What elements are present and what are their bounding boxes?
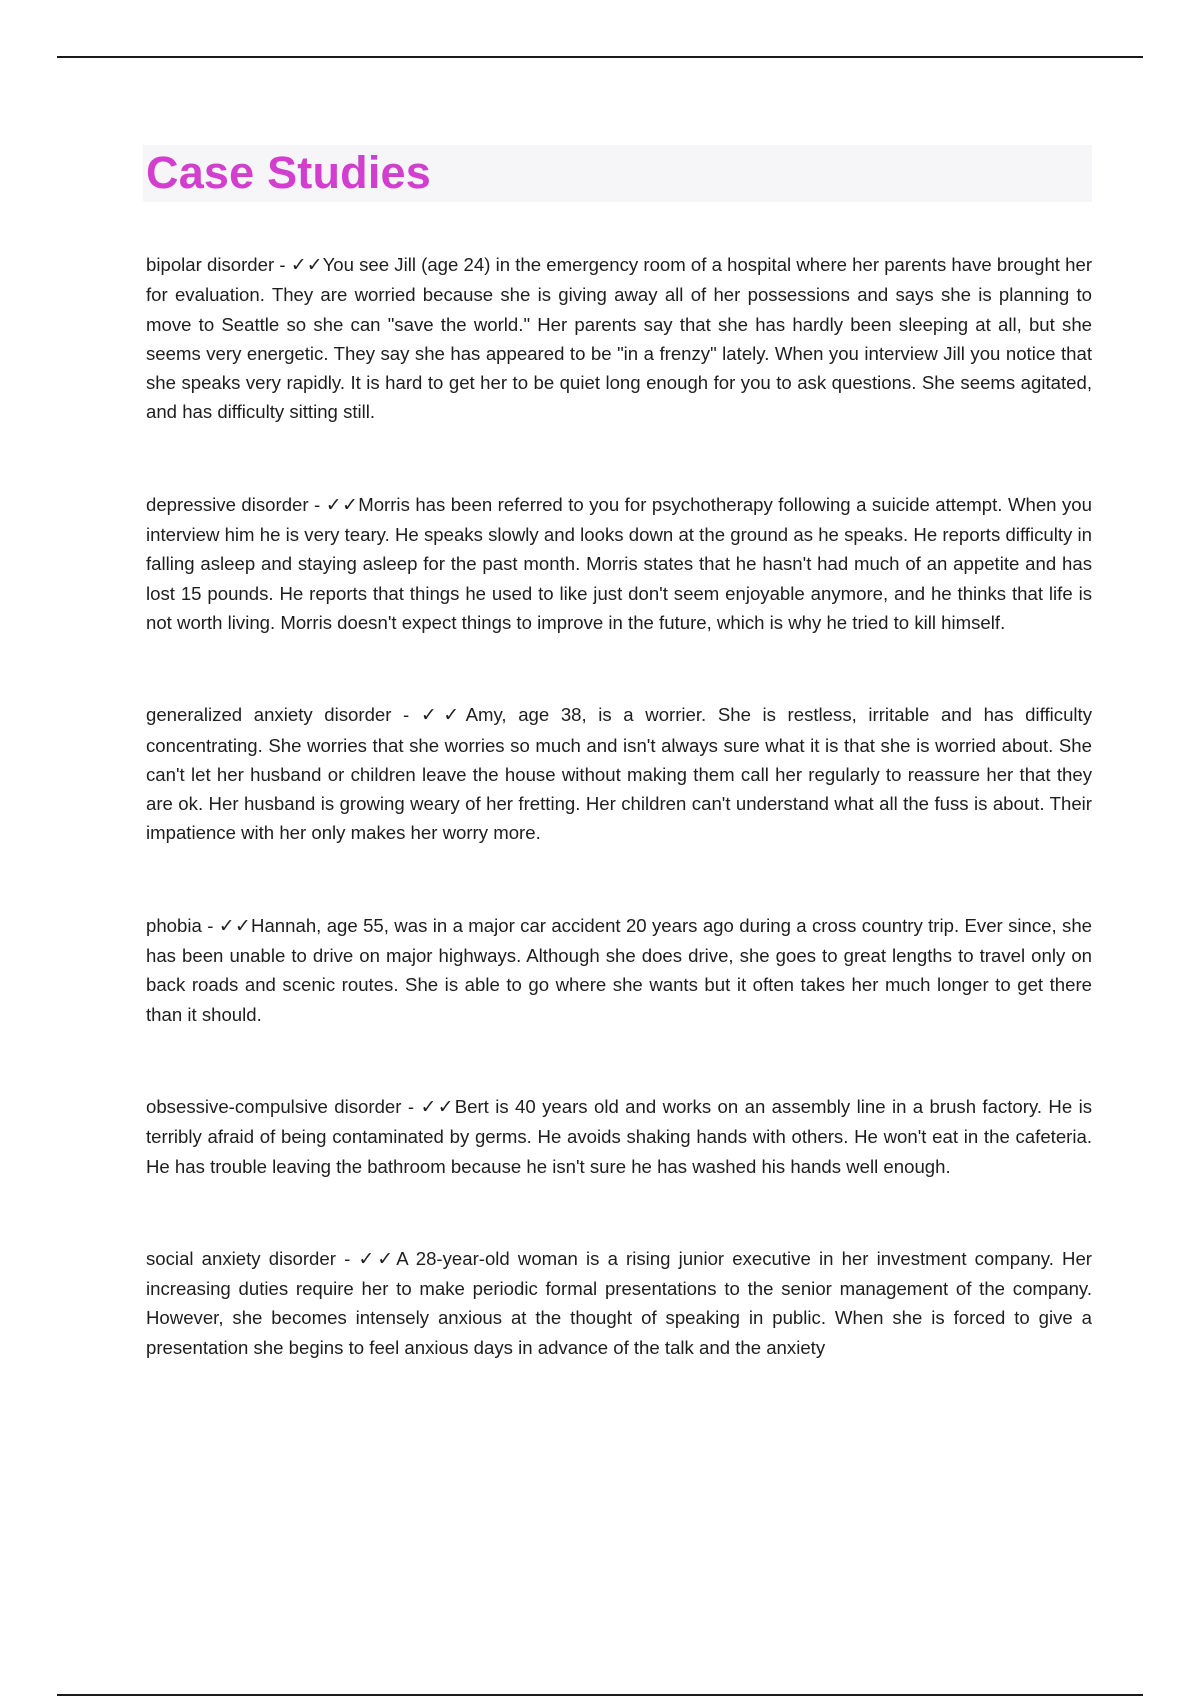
checkmark-icon: ✓✓ (218, 914, 252, 937)
card-term: obsessive-compulsive disorder (146, 1095, 402, 1117)
card-definition: A 28-year-old woman is a rising junior executive in her investment company. Her increasing duties require her to make periodic formal presentations to the senior management of the company. However, she becomes intensely anxious at the thought of speaking in public. When she is forced to give a presentation she begins to feel anxious days in advance of the talk and the anxiety (146, 1247, 1092, 1358)
card-definition: Bert is 40 years old and works on an assembly line in a brush factory. He is terribly afraid of being contaminated by germs. He avoids shaking hands with others. He won't eat in the cafeteria. He has trouble leaving the bathroom because he isn't sure he has washed his hands well enough. (146, 1095, 1092, 1177)
case-card-generalized-anxiety (146, 700, 1092, 847)
card-separator: - (274, 254, 291, 275)
checkmark-icon: ✓✓ (325, 493, 359, 516)
card-separator: - (391, 704, 421, 726)
card-separator: - (335, 1247, 359, 1269)
card-term: generalized anxiety disorder (146, 704, 392, 726)
case-card-bipolar (146, 250, 1092, 427)
checkmark-icon: ✓✓ (290, 254, 323, 276)
top-rule (57, 56, 1143, 58)
checkmark-icon: ✓✓ (420, 1095, 455, 1118)
case-card-ocd (146, 1092, 1092, 1181)
card-separator: - (401, 1095, 421, 1117)
case-card-social-anxiety (146, 1244, 1092, 1362)
card-term: bipolar disorder (146, 254, 275, 275)
card-definition: Hannah, age 55, was in a major car accident 20 years ago during a cross country trip. Ever since, she has been unable to drive on major highways. Although she does drive, she goes to great lengths to travel only on back roads and scenic routes. She is able to go where she wants but it often takes her much longer to get there than it should. (146, 914, 1093, 1025)
card-term: social anxiety disorder (146, 1247, 336, 1269)
checkmark-icon: ✓✓ (420, 704, 466, 727)
card-term: phobia (146, 914, 202, 936)
card-definition: Morris has been referred to you for psychotherapy following a suicide attempt. When you interview him he is very teary. He speaks slowly and looks down at the ground as he speaks. He reports difficulty in falling asleep and staying asleep for the past month. Morris states that he hasn't had much of an appetite and has lost 15 pounds. He reports that things he used to like just don't seem enjoyable anymore, and he thinks that life is not worth living. Morris doesn't expect things to improve in the future, which is why he tried to kill himself. (146, 493, 1092, 633)
case-card-phobia (146, 911, 1092, 1029)
card-definition: Amy, age 38, is a worrier. She is restless, irritable and has difficulty concentrating. She worries that she worries so much and isn't always sure what it is that she is worried about. She can't let her husband or children leave the house without making them call her regularly to reassure her that they are ok. Her husband is growing weary of her fretting. Her children can't understand what all the fuss is about. Their impatience with her only makes her worry more. (146, 704, 1093, 844)
page-title: Case Studies (146, 147, 432, 198)
card-separator: - (201, 914, 219, 936)
checkmark-icon: ✓✓ (358, 1247, 397, 1270)
card-definition: You see Jill (age 24) in the emergency room of a hospital where her parents have brought her for evaluation. They are worried because she is giving away all of her possessions and says she is planning to move to Seattle so she can "save the world." Her parents say that she has hardly been sleeping at all, but she seems very energetic. They say she has appeared to be "in a frenzy" lately. When you interview Jill you notice that she speaks very rapidly. It is hard to get her to be quiet long enough for you to ask questions. She seems agitated, and has difficulty sitting still. (146, 254, 1093, 423)
bottom-rule (57, 1694, 1143, 1696)
case-study-list (146, 250, 1092, 1362)
case-card-depressive (146, 490, 1092, 637)
card-separator: - (308, 493, 326, 515)
card-term: depressive disorder (146, 493, 309, 515)
